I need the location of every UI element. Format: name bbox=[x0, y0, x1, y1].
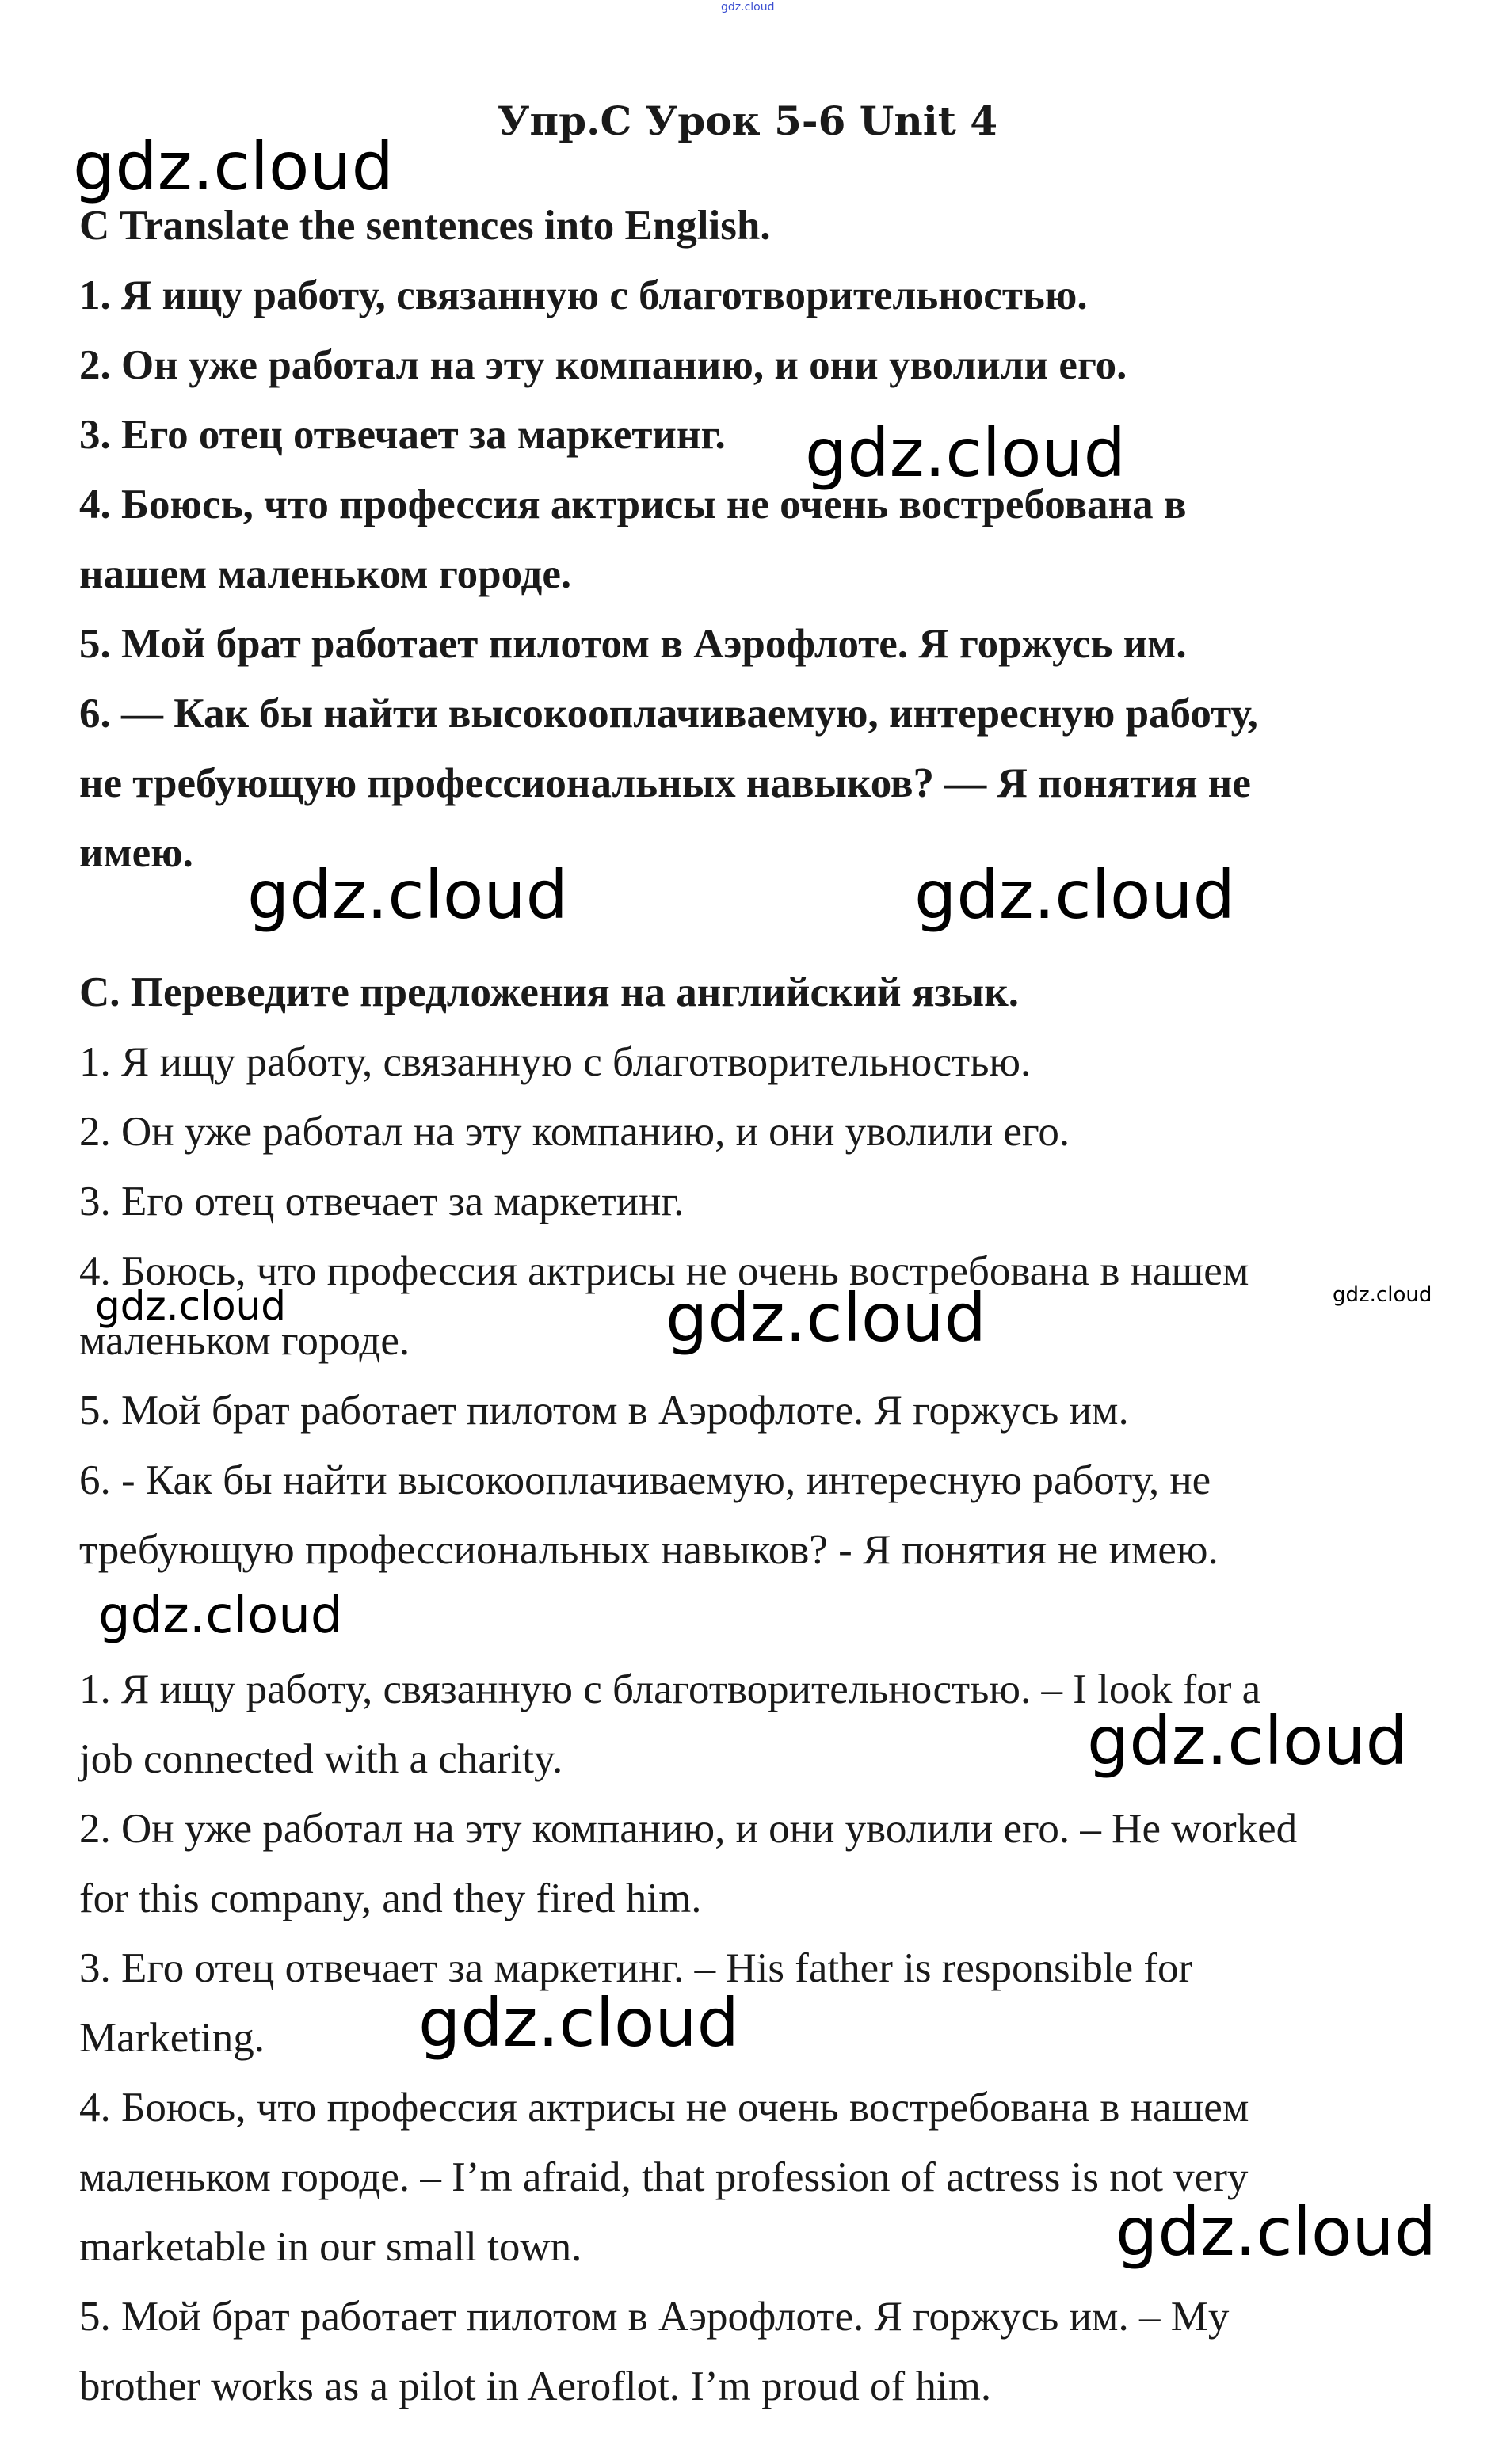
task-line: 5. Мой брат работает пилотом в Аэрофлоте. Я горжусь им. bbox=[79, 621, 1187, 667]
translation-line: маленьком городе. bbox=[79, 1318, 410, 1364]
task-line: 2. Он уже работал на эту компанию, и они уволили его. bbox=[79, 342, 1127, 388]
watermark: gdz.cloud bbox=[805, 414, 1126, 492]
translation-line: требующую профессиональных навыков? - Я понятия не имею. bbox=[79, 1527, 1219, 1573]
watermark: gdz.cloud bbox=[98, 1586, 343, 1645]
task-heading: C Translate the sentences into English. bbox=[79, 203, 771, 249]
watermark: gdz.cloud bbox=[1087, 1702, 1408, 1780]
answer-line: 4. Боюсь, что профессия актрисы не очень востребована в нашем bbox=[79, 2085, 1249, 2131]
translation-heading: C. Переведите предложения на английский язык. bbox=[79, 969, 1019, 1015]
task-line: нашем маленьком городе. bbox=[79, 551, 572, 597]
watermark: gdz.cloud bbox=[914, 856, 1235, 934]
task-line: 1. Я ищу работу, связанную с благотворительностью. bbox=[79, 272, 1088, 318]
watermark: gdz.cloud bbox=[73, 128, 394, 205]
task-line: имею. bbox=[79, 830, 193, 876]
task-line: не требующую профессиональных навыков? — Я понятия не bbox=[79, 760, 1251, 806]
watermark: gdz.cloud bbox=[418, 1984, 739, 2062]
watermark: gdz.cloud bbox=[1333, 1283, 1432, 1307]
translation-line: 6. - Как бы найти высокооплачиваемую, интересную работу, не bbox=[79, 1457, 1211, 1503]
answer-line: brother works as a pilot in Aeroflot. I’m proud of him. bbox=[79, 2363, 992, 2409]
answer-line: 1. Я ищу работу, связанную с благотворительностью. – I look for a bbox=[79, 1666, 1261, 1712]
answer-line: 3. Его отец отвечает за маркетинг. – His father is responsible for bbox=[79, 1945, 1193, 1991]
watermark: gdz.cloud bbox=[1116, 2193, 1436, 2271]
task-line: 3. Его отец отвечает за маркетинг. bbox=[79, 412, 726, 458]
answer-line: 5. Мой брат работает пилотом в Аэрофлоте. Я горжусь им. – My bbox=[79, 2294, 1230, 2340]
watermark: gdz.cloud bbox=[666, 1279, 986, 1357]
answer-line: Marketing. bbox=[79, 2015, 265, 2061]
answer-line: marketable in our small town. bbox=[79, 2224, 582, 2270]
translation-line: 1. Я ищу работу, связанную с благотворительностью. bbox=[79, 1039, 1032, 1085]
translation-line: 2. Он уже работал на эту компанию, и они уволили его. bbox=[79, 1109, 1070, 1155]
answer-line: маленьком городе. – I’m afraid, that profession of actress is not very bbox=[79, 2154, 1249, 2200]
answer-line: for this company, and they fired him. bbox=[79, 1876, 702, 1921]
page-title: Упр.C Урок 5-6 Unit 4 bbox=[497, 97, 998, 144]
task-line: 4. Боюсь, что профессия актрисы не очень востребована в bbox=[79, 482, 1187, 527]
watermark: gdz.cloud bbox=[247, 856, 568, 934]
translation-line: 5. Мой брат работает пилотом в Аэрофлоте. Я горжусь им. bbox=[79, 1388, 1129, 1434]
watermark: gdz.cloud bbox=[95, 1283, 287, 1329]
answer-line: job connected with a charity. bbox=[79, 1736, 563, 1782]
task-line: 6. — Как бы найти высокооплачиваемую, интересную работу, bbox=[79, 691, 1258, 737]
translation-line: 4. Боюсь, что профессия актрисы не очень востребована в нашем bbox=[79, 1248, 1249, 1294]
answer-line: 2. Он уже работал на эту компанию, и они уволили его. – He worked bbox=[79, 1806, 1298, 1852]
watermark-top: gdz.cloud bbox=[721, 1, 775, 13]
translation-line: 3. Его отец отвечает за маркетинг. bbox=[79, 1179, 685, 1224]
